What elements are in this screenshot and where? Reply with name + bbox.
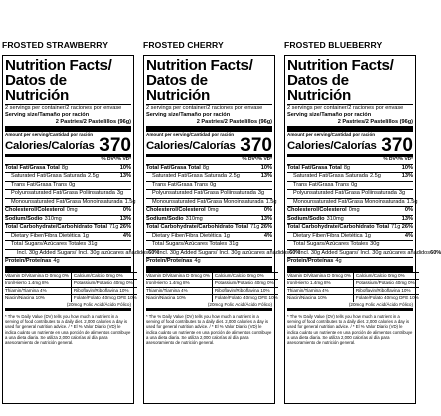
nutrient-dv: 26% [119,224,131,230]
nutrient-name: Trans Fat/Grasa Trans [152,181,209,188]
vitamin-entry: Iron/Hierro 1.4mg 8% [287,279,354,287]
calories-label: Calories/Calorías [287,140,377,152]
nutrient-dv: 4% [122,232,131,239]
nutrient-row [287,240,413,249]
nutrient-label [146,199,277,207]
vitamin-entry: Vitamin D/Vitamina D 0mcg 0% [146,272,213,280]
nutrient-name: Sodium/Sodio [287,215,325,222]
nutrient-row [146,164,272,173]
title-english: Nutrition Facts/ [5,57,112,74]
nutrient-amount: 0mg [348,207,360,213]
nutrient-amount: 0g [69,181,76,188]
vitamin-entry: Iron/Hierro 1.4mg 8% [5,279,72,287]
nutrient-row [5,172,131,181]
nutrient-name: Protein/Proteínas [5,258,52,264]
nutrient-label [5,224,118,232]
nutrient-row [146,223,272,232]
nutrient-row [5,206,131,215]
nutrient-label [287,190,405,198]
nutrient-row [5,240,131,249]
vitamin-entry: Potassium/Potasio 40mg 0% [72,279,137,287]
nutrient-row [287,198,418,207]
nutrient-row [5,215,131,224]
flavor-title: FROSTED CHERRY [143,40,224,50]
nutrient-label [146,173,240,181]
vitamin-entry: Riboflavin/Riboflavina 10% [213,287,278,295]
nutrient-amount: 71g [250,224,260,230]
nutrient-amount: 0mg [207,207,219,213]
nutrient-name: Saturated Fat/Grasa Saturada [11,173,86,179]
vitamin-entry: Calcium/Calcio 0mg 0% [354,272,419,280]
calories-value: 370 [381,135,413,156]
nutrient-label [287,250,430,258]
nutrient-row [5,232,131,241]
nutrient-name: Total Sugars/Azúcares Totales [11,241,87,247]
nutrient-amount: 8g [343,164,351,171]
nutrient-name: Sodium/Sodio [146,215,184,222]
nutrient-amount: Incl. 30g azúcares añadidos [219,249,290,256]
nutrient-row [287,189,413,198]
daily-value-footnote: * The % Daily Value (DV) tells you how much a nutrient in a serving of food contributes to a daily diet. 2,000 calories a day is used for general nutrition advice. / * El % Valor Diario (VD) le indica cuánto un nutriente en una porción de alimentos contribuye a una dieta diaria. Se utiliza 2,000 calorías al día para asesoramiento de nutrición general. [287,313,413,346]
nutrient-name: Trans Fat/Grasa Trans [293,181,350,188]
title-english: Nutrition Facts/ [146,57,253,74]
nutrient-label [287,241,379,249]
nutrient-amount: 4g [335,258,342,264]
nutrient-amount: 1.5g [406,198,418,205]
vitamin-entry: Calcium/Calcio 0mg 0% [213,272,278,280]
nutrient-name: Total Carbohydrate/Carbohidrato Total [287,224,390,230]
nutrient-name: Incl. 30g Added Sugars/ [17,249,77,256]
calories-label: Calories/Calorías [146,140,236,152]
nutrient-label [287,182,357,190]
nutrient-amount: 1g [223,232,230,239]
nutrient-row [5,189,131,198]
nutrient-name: Total Carbohydrate/Carbohidrato Total [146,224,249,230]
nutrient-label [5,241,97,249]
nutrient-label [146,233,230,241]
nutrient-label [146,207,219,215]
nutrient-amount: 8g [61,164,69,171]
nutrient-label [146,182,216,190]
nutrient-amount: 31g [88,241,98,247]
nutrient-label [5,182,75,190]
nutrient-name: Total Fat/Grasa Total [287,164,342,171]
nutrition-facts-panel [284,55,441,404]
nutrient-label [5,216,62,224]
nutrient-label [5,173,99,181]
nutrient-label [5,199,136,207]
nutrient-name: Monounsaturated Fat/Grasa Monoinsaturada [293,198,405,205]
nutrient-name: Saturated Fat/Grasa Saturada [293,173,368,179]
vitamin-entry: Vitamin D/Vitamina D 0mcg 0% [5,272,72,280]
dv-header: % DV*/% VD* [101,157,131,162]
nutrient-amount: 0g [210,181,217,188]
nutrient-row [146,257,272,266]
title-english: Nutrition Facts/ [287,57,394,74]
nutrient-amount: 3g [398,190,406,196]
dv-header: % DV*/% VD* [383,157,413,162]
nutrition-facts-title [5,58,131,103]
nutrient-row [146,240,272,249]
vitamin-entry: Vitamin D/Vitamina D 0mcg 0% [287,272,354,280]
nutrient-name: Total Fat/Grasa Total [5,164,60,171]
nutrient-label [287,173,381,181]
nutrient-dv: 13% [119,173,131,179]
nutrient-amount: Incl. 30g azúcares añadidos [78,249,149,256]
nutrient-name: Total Sugars/Azúcares Totales [293,241,369,247]
nutrient-name: Cholesterol/Colesterol [287,207,347,213]
nutrient-name: Polyunsaturated Fat/Grasa Poliinsaturada [152,190,256,196]
flavor-title: FROSTED STRAWBERRY [2,40,109,50]
nutrient-dv: 0% [404,207,413,213]
nutrient-dv: 13% [401,173,413,179]
nutrient-label [287,207,360,215]
nutrient-name: Dietary Fiber/Fibra Dietética [11,232,81,239]
calories-label: Calories/Calorías [5,140,95,152]
nutrient-label [5,207,78,215]
nutrient-row [287,232,413,241]
nutrient-amount: 31g [229,241,239,247]
servings-per-container: 2 servings per container/2 raciones por envase [5,105,122,111]
nutrient-amount: 1.5g [124,198,136,205]
nutrient-row [287,223,413,232]
nutrient-label [287,258,342,266]
nutrient-label [5,165,68,173]
vitamin-entry: Iron/Hierro 1.4mg 8% [146,279,213,287]
serving-size-value: 2 Pastries/2 Pastelillos (96g) [337,118,413,125]
vitamin-entry: Niacin/Niacina 10% [146,294,213,302]
flavor-title: FROSTED BLUEBERRY [284,40,383,50]
nutrient-rows [287,164,441,266]
vitamin-entry: Potassium/Potasio 40mg 0% [354,279,419,287]
vitamin-grid [287,272,419,302]
serving-size-label: Serving size/Tamaño por ración [5,112,90,118]
nutrition-facts-panel [143,55,301,404]
nutrient-label [146,216,203,224]
nutrient-amount: 3g [257,190,265,196]
nutrient-row [146,249,301,258]
nutrient-amount: 310mg [185,215,203,222]
calories-value: 370 [99,135,131,156]
vitamin-entry: Riboflavin/Riboflavina 10% [72,287,137,295]
nutrient-row [287,206,413,215]
nutrition-column-strawberry [2,0,160,416]
nutrient-amount: 3g [116,190,124,196]
vitamin-entry: Thiamin/Tiamina 4% [146,287,213,295]
calories-row [146,135,272,156]
nutrient-label [5,250,148,258]
nutrient-row [5,164,131,173]
title-spanish: Datos de Nutrición [287,72,351,104]
nutrient-name: Incl. 30g Added Sugars/ [158,249,218,256]
nutrient-amount: 71g [391,224,401,230]
serving-size-value: 2 Pastries/2 Pastelillos (96g) [55,118,131,125]
nutrient-name: Protein/Proteínas [287,258,334,264]
nutrient-name: Dietary Fiber/Fibra Dietética [152,232,222,239]
nutrient-name: Total Carbohydrate/Carbohidrato Total [5,224,108,230]
nutrient-amount: 4g [194,258,201,264]
nutrient-dv: 0% [122,207,131,213]
nutrient-dv: 13% [119,215,131,222]
nutrient-dv: 60% [148,249,160,256]
vitamin-entry: Niacin/Niacina 10% [287,294,354,302]
daily-value-footnote: * The % Daily Value (DV) tells you how much a nutrient in a serving of food contributes to a daily diet. 2,000 calories a day is used for general nutrition advice. / * El % Valor Diario (VD) le indica cuánto un nutriente en una porción de alimentos contribuye a una dieta diaria. Se utiliza 2,000 calorías al día para asesoramiento de nutrición general. [146,313,272,346]
nutrient-row [146,181,272,190]
nutrient-row [5,181,131,190]
nutrient-amount: 4g [53,258,60,264]
vitamin-entry: Folate/Folato 40mcg DFE 10% [214,295,278,301]
nutrient-row [5,198,136,207]
vitamin-grid [5,272,137,302]
nutrient-row [287,215,413,224]
nutrient-label [287,233,371,241]
nutrient-amount: 71g [109,224,119,230]
vitamin-entry: Thiamin/Tiamina 4% [287,287,354,295]
dv-header: % DV*/% VD* [242,157,272,162]
nutrient-dv: 60% [289,249,301,256]
vitamin-entry: Calcium/Calcio 0mg 0% [72,272,137,280]
nutrient-name: Polyunsaturated Fat/Grasa Poliinsaturada [11,190,115,196]
nutrient-row [5,257,131,266]
nutrient-amount: 2.5g [369,173,381,179]
nutrient-row [5,249,160,258]
nutrient-name: Sodium/Sodio [5,215,43,222]
nutrient-dv: 60% [430,249,441,256]
nutrient-dv: 10% [401,164,413,171]
nutrient-label [146,250,289,258]
vitamin-entry: Thiamin/Tiamina 4% [5,287,72,295]
folic-acid-note: (20mcg Folic Acid/Ácido Fólico) [348,301,413,307]
nutrient-label [146,165,209,173]
nutrition-column-cherry [143,0,301,416]
nutrient-rows [5,164,160,266]
nutrient-row [287,172,413,181]
nutrient-row [287,249,441,258]
nutrient-name: Incl. 30g Added Sugars/ [299,249,359,256]
calories-row [5,135,131,156]
nutrient-row [146,172,272,181]
nutrient-amount: 8g [202,164,210,171]
title-spanish: Datos de Nutrición [5,72,69,104]
servings-per-container: 2 servings per container/2 raciones por envase [146,105,263,111]
nutrient-dv: 26% [401,224,413,230]
nutrient-name: Dietary Fiber/Fibra Dietética [293,232,363,239]
nutrient-name: Polyunsaturated Fat/Grasa Poliinsaturada [293,190,397,196]
amount-per-serving: Amount per serving/Cantidad por ración [287,132,376,137]
vitamin-entry: Riboflavin/Riboflavina 10% [354,287,419,295]
nutrient-dv: 10% [260,164,272,171]
nutrition-facts-title [146,58,272,103]
serving-size-label: Serving size/Tamaño por ración [287,112,372,118]
amount-per-serving: Amount per serving/Cantidad por ración [5,132,94,137]
nutrient-row [287,257,413,266]
nutrient-dv: 4% [263,232,272,239]
nutrient-name: Monounsaturated Fat/Grasa Monoinsaturada [152,198,264,205]
nutrient-name: Trans Fat/Grasa Trans [11,181,68,188]
vitamin-entry: Folate/Folato 40mcg DFE 10% [73,295,137,301]
nutrient-label [146,241,238,249]
vitamin-grid [146,272,278,302]
nutrient-amount: 0mg [66,207,78,213]
nutrient-amount: 2.5g [228,173,240,179]
nutrient-name: Cholesterol/Colesterol [5,207,65,213]
nutrient-amount: 1.5g [265,198,277,205]
calories-value: 370 [240,135,272,156]
daily-value-footnote: * The % Daily Value (DV) tells you how much a nutrient in a serving of food contributes to a daily diet. 2,000 calories a day is used for general nutrition advice. / * El % Valor Diario (VD) le indica cuánto un nutriente en una porción de alimentos contribuye a una dieta diaria. Se utiliza 2,000 calorías al día para asesoramiento de nutrición general. [5,313,131,346]
nutrient-name: Saturated Fat/Grasa Saturada [152,173,227,179]
title-spanish: Datos de Nutrición [146,72,210,104]
nutrient-amount: 1g [82,232,89,239]
folic-acid-note: (20mcg Folic Acid/Ácido Fólico) [207,301,272,307]
nutrition-facts-panel [2,55,160,404]
nutrient-amount: 1g [364,232,371,239]
nutrient-label [287,224,400,232]
nutrient-name: Protein/Proteínas [146,258,193,264]
nutrient-dv: 4% [404,232,413,239]
nutrient-dv: 0% [263,207,272,213]
nutrient-dv: 13% [401,215,413,222]
nutrient-label [5,258,60,266]
vitamin-entry: Folate/Folato 40mcg DFE 10% [355,295,419,301]
nutrient-row [287,164,413,173]
nutrient-row [146,206,272,215]
nutrient-amount: 0g [351,181,358,188]
serving-size-label: Serving size/Tamaño por ración [146,112,231,118]
nutrient-name: Monounsaturated Fat/Grasa Monoinsaturada [11,198,123,205]
nutrient-row [146,232,272,241]
nutrient-row [146,189,272,198]
nutrient-dv: 13% [260,215,272,222]
nutrient-row [287,181,413,190]
nutrient-rows [146,164,301,266]
nutrient-dv: 10% [119,164,131,171]
folic-acid-note: (20mcg Folic Acid/Ácido Fólico) [66,301,131,307]
servings-per-container: 2 servings per container/2 raciones por envase [287,105,404,111]
nutrient-dv: 13% [260,173,272,179]
nutrient-label [287,165,350,173]
nutrient-name: Cholesterol/Colesterol [146,207,206,213]
nutrient-amount: 30g [370,241,380,247]
nutrient-row [146,215,272,224]
nutrient-row [146,198,277,207]
nutrient-name: Total Fat/Grasa Total [146,164,201,171]
nutrient-dv: 26% [260,224,272,230]
amount-per-serving: Amount per serving/Cantidad por ración [146,132,235,137]
nutrient-label [146,258,201,266]
nutrient-label [5,190,123,198]
nutrition-facts-title [287,58,413,103]
nutrient-label [146,190,264,198]
nutrition-column-blueberry [284,0,441,416]
vitamin-entry: Potassium/Potasio 40mg 0% [213,279,278,287]
nutrient-amount: Incl. 30g azúcares añadidos [360,249,431,256]
nutrient-amount: 310mg [44,215,62,222]
nutrient-name: Total Sugars/Azúcares Totales [152,241,228,247]
nutrient-amount: 310mg [326,215,344,222]
serving-size-value: 2 Pastries/2 Pastelillos (96g) [196,118,272,125]
nutrient-row [5,223,131,232]
nutrient-amount: 2.5g [87,173,99,179]
nutrient-label [287,199,418,207]
nutrient-label [5,233,89,241]
calories-row [287,135,413,156]
nutrient-label [146,224,259,232]
vitamin-entry: Niacin/Niacina 10% [5,294,72,302]
nutrient-label [287,216,344,224]
